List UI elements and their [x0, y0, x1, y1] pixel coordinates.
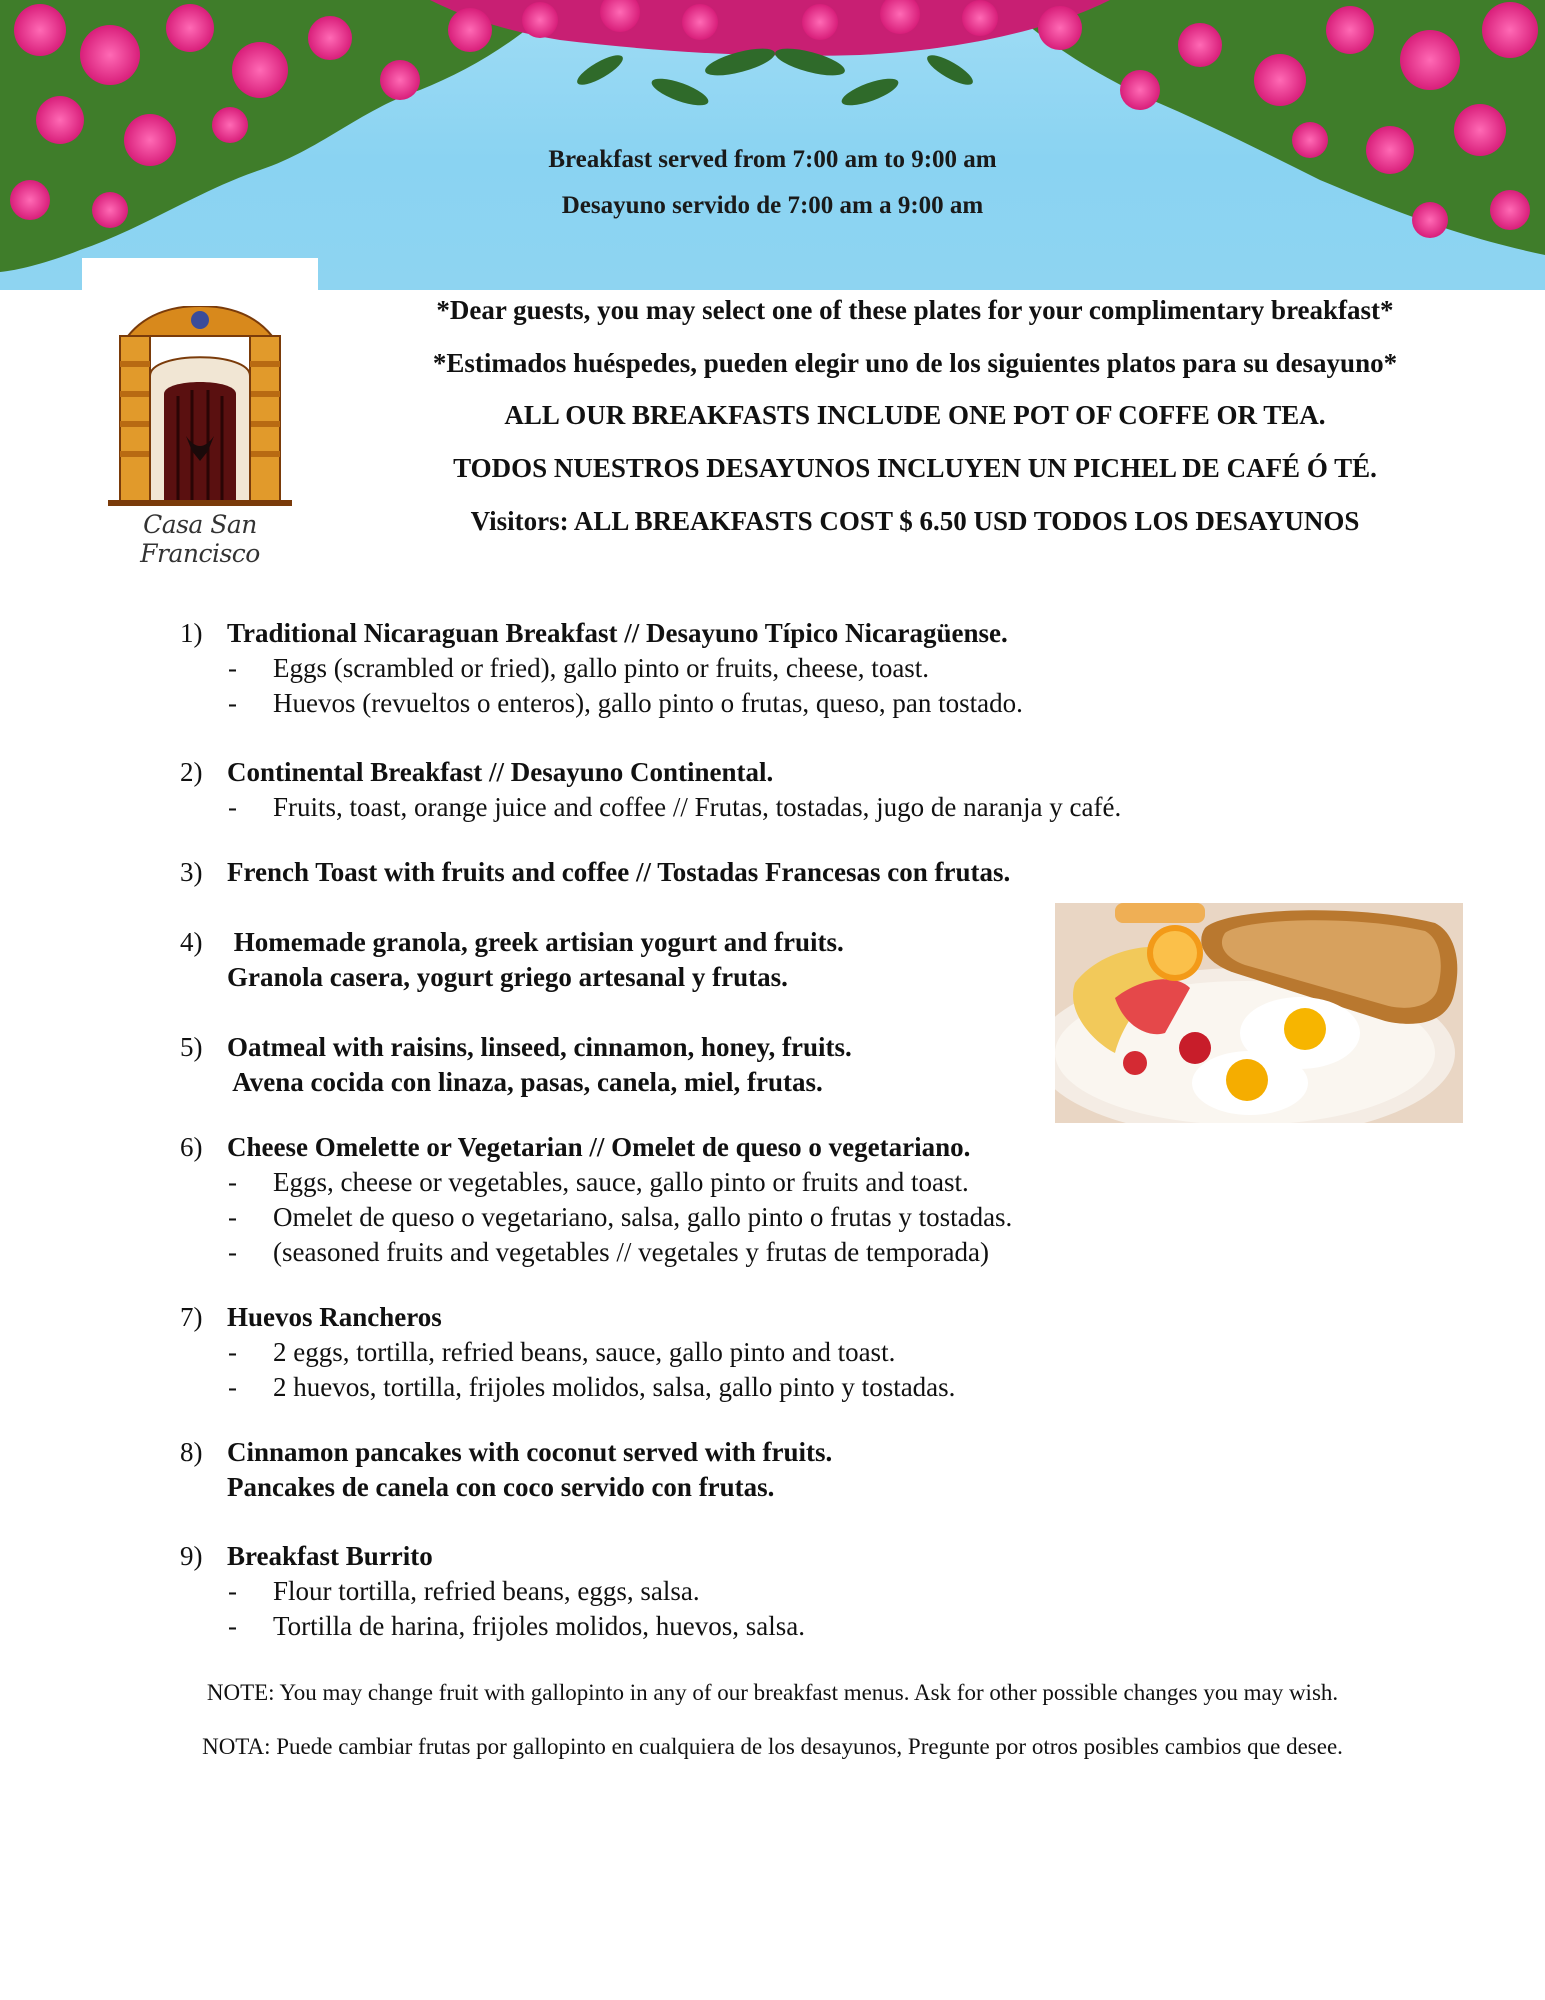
notice-coffee-es: TODOS NUESTROS DESAYUNOS INCLUYEN UN PICHEL DE CAFÉ Ó TÉ. [453, 453, 1377, 483]
item-title: French Toast with fruits and coffee // Tostadas Francesas con frutas. [227, 857, 1011, 887]
item-title: Breakfast Burrito [227, 1541, 433, 1571]
item-number: 3) [180, 857, 203, 887]
item-detail: - Eggs, cheese or vegetables, sauce, gallo pinto or fruits and toast. [228, 1167, 969, 1197]
item-title: Huevos Rancheros [227, 1302, 442, 1332]
item-number: 5) [180, 1032, 203, 1062]
item-detail: - Eggs (scrambled or fried), gallo pinto or fruits, cheese, toast. [228, 653, 930, 683]
item-title-spanish: Pancakes de canela con coco servido con frutas. [227, 1472, 775, 1502]
banner-header [0, 0, 1545, 290]
logo-text: Casa San Francisco [140, 510, 260, 568]
doorway-logo-icon [108, 306, 292, 506]
notice-coffee-en: ALL OUR BREAKFASTS INCLUDE ONE POT OF COFFE OR TEA. [504, 400, 1326, 430]
item-detail: - Huevos (revueltos o enteros), gallo pinto o frutas, queso, pan tostado. [228, 688, 1023, 718]
note-english: NOTE: You may change fruit with gallopinto in any of our breakfast menus. Ask for other possible changes you may wish. [206, 1680, 1339, 1705]
hotel-logo [82, 258, 318, 568]
item-number: 9) [180, 1541, 203, 1571]
item-detail: - Omelet de queso o vegetariano, salsa, gallo pinto o frutas y tostadas. [228, 1202, 1013, 1232]
item-number: 2) [180, 757, 203, 787]
item-title: Cinnamon pancakes with coconut served with fruits. [227, 1437, 833, 1467]
breakfast-plate-photo [1055, 903, 1463, 1123]
item-number: 7) [180, 1302, 203, 1332]
item-detail: - Fruits, toast, orange juice and coffee // Frutas, tostadas, jugo de naranja y café. [228, 792, 1122, 822]
item-title: Continental Breakfast // Desayuno Continental. [227, 757, 774, 787]
item-number: 1) [180, 618, 203, 648]
notice-complimentary-es: *Estimados huéspedes, pueden elegir uno de los siguientes platos para su desayuno* [432, 348, 1398, 378]
served-hours-spanish: Desayuno servido de 7:00 am a 9:00 am [561, 192, 984, 219]
item-detail: - Tortilla de harina, frijoles molidos, huevos, salsa. [228, 1611, 805, 1641]
item-number: 8) [180, 1437, 203, 1467]
item-number: 6) [180, 1132, 203, 1162]
item-title: Oatmeal with raisins, linseed, cinnamon, honey, fruits. [227, 1032, 852, 1062]
notice-complimentary-en: *Dear guests, you may select one of these plates for your complimentary breakfast* [436, 295, 1394, 325]
item-title: Cheese Omelette or Vegetarian // Omelet de queso o vegetariano. [227, 1132, 971, 1162]
served-hours-english: Breakfast served from 7:00 am to 9:00 am [548, 146, 997, 173]
item-title-spanish: Avena cocida con linaza, pasas, canela, miel, frutas. [227, 1067, 823, 1097]
item-detail: - (seasoned fruits and vegetables // vegetales y frutas de temporada) [228, 1237, 989, 1267]
item-title-spanish: Granola casera, yogurt griego artesanal y frutas. [227, 962, 788, 992]
note-spanish: NOTA: Puede cambiar frutas por gallopinto en cualquiera de los desayunos, Pregunte por otros posibles cambios que desee. [202, 1734, 1343, 1759]
bougainvillea-flowers-image [0, 0, 1545, 290]
notice-visitor-price: Visitors: ALL BREAKFASTS COST $ 6.50 USD TODOS LOS DESAYUNOS [470, 506, 1360, 536]
item-title: Traditional Nicaraguan Breakfast // Desayuno Típico Nicaragüense. [227, 618, 1008, 648]
item-title: Homemade granola, greek artisian yogurt and fruits. [227, 927, 844, 957]
item-detail: - 2 eggs, tortilla, refried beans, sauce, gallo pinto and toast. [228, 1337, 896, 1367]
item-number: 4) [180, 927, 203, 957]
item-detail: - 2 huevos, tortilla, frijoles molidos, salsa, gallo pinto y tostadas. [228, 1372, 956, 1402]
item-detail: - Flour tortilla, refried beans, eggs, salsa. [228, 1576, 700, 1606]
